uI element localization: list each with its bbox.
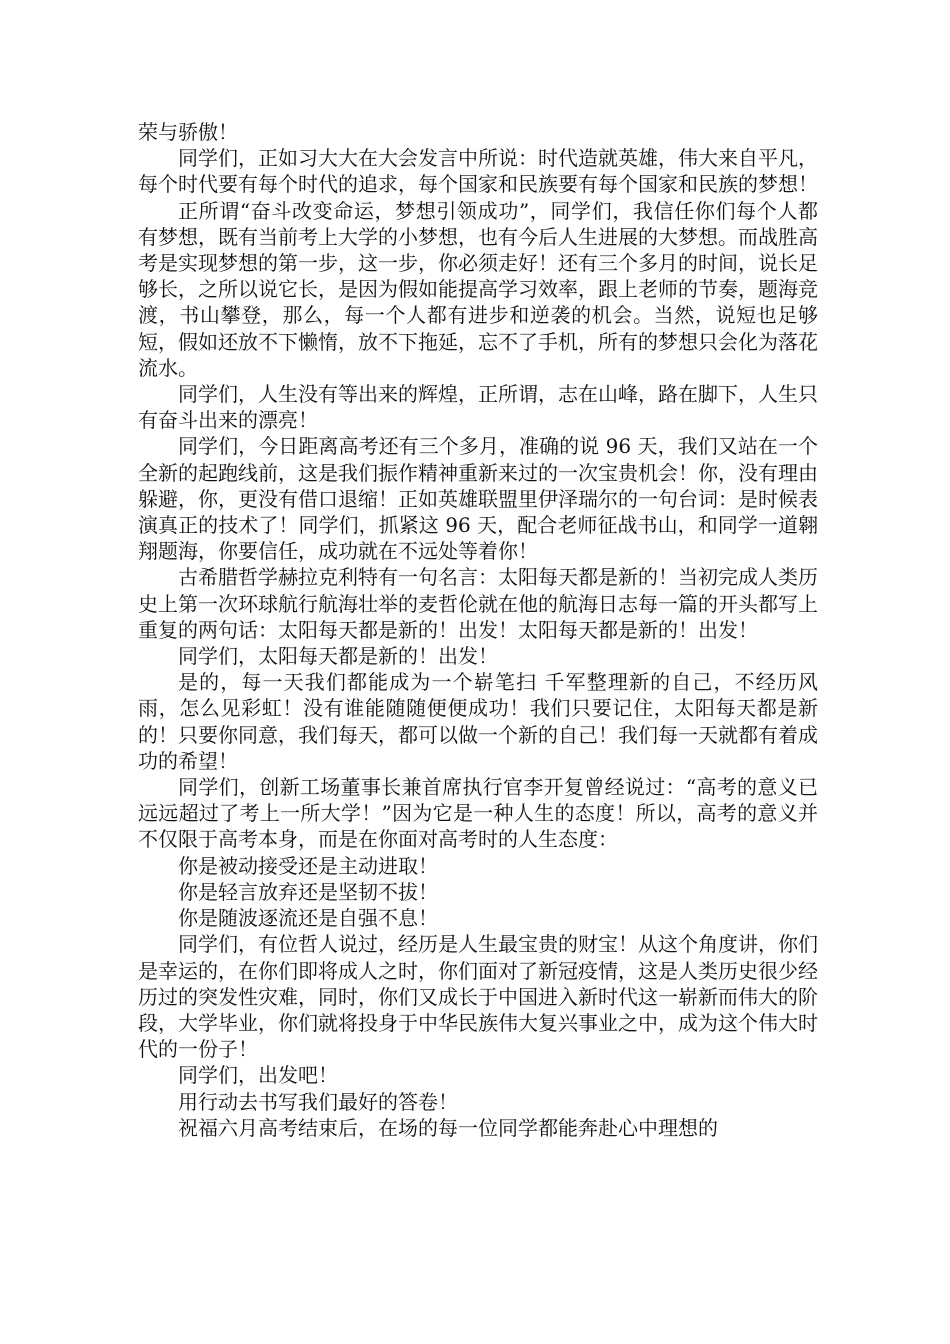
paragraph: 同学们，正如习大大在大会发言中所说：时代造就英雄，伟大来自平凡，每个时代要有每个时代的追求，每个国家和民族要有每个国家和民族的梦想！ xyxy=(138,146,818,197)
document-body xyxy=(138,119,818,1141)
paragraph: 祝福六月高考结束后，在场的每一位同学都能奔赴心中理想的 xyxy=(178,1115,718,1140)
paragraph: 同学们，有位哲人说过，经历是人生最宝贵的财宝！从这个角度讲，你们是幸运的，在你们即将成人之时，你们面对了新冠疫情，这是人类历史很少经历过的突发性灾难，同时，你们又成长于中国进入新时代这一崭新而伟大的阶段，大学毕业，你们就将投身于中华民族伟大复兴事业之中，成为这个伟大时代的一份子！ xyxy=(138,932,818,1062)
paragraph: 正所谓“奋斗改变命运，梦想引领成功”，同学们，我信任你们每个人都有梦想，既有当前考上大学的小梦想，也有今后人生进展的大梦想。而战胜高考是实现梦想的第一步，这一步，你必须走好！还有三个多月的时间，说长足够长，之所以说它长，是因为假如能提高学习效率，跟上老师的节奏，题海竞渡，书山攀登，那么，每一个人都有进步和逆袭的机会。当然，说短也足够短，假如还放不下懒惰，放不下拖延，忘不了手机，所有的梦想只会化为落花流水。 xyxy=(138,198,818,380)
paragraph: 是的，每一天我们都能成为一个崭笔扫 千军整理新的自己，不经历风雨，怎么见彩虹！没有谁能随随便便成功！我们只要记住，太阳每天都是新的！只要你同意，我们每天，都可以做一个新的自己！我们每一天就都有着成功的希望！ xyxy=(138,670,818,773)
paragraph: 古希腊哲学赫拉克利特有一句名言：太阳每天都是新的！当初完成人类历史上第一次环球航行航海壮举的麦哲伦就在他的航海日志每一篇的开头都写上重复的两句话：太阳每天都是新的！出发！太阳每天都是新的！出发！ xyxy=(138,565,818,642)
paragraph: 同学们，创新工场董事长兼首席执行官李开复曾经说过：“高考的意义已远远超过了考上一所大学！”因为它是一种人生的态度！所以，高考的意义并不仅限于高考本身，而是在你面对高考时的人生态度： xyxy=(138,775,818,852)
paragraph: 同学们，今日距离高考还有三个多月，准确的说 96 天，我们又站在一个全新的起跑线前，这是我们振作精神重新来过的一次宝贵机会！你，没有理由躲避，你，更没有借口退缩！正如英雄联盟里伊泽瑞尔的一句台词：是时候表演真正的技术了！同学们，抓紧这 96 天，配合老师征战书山，和同学一道翱翔题海，你要信任，成功就在不远处等着你！ xyxy=(138,434,818,564)
paragraph-continuation: 荣与骄傲！ xyxy=(138,120,238,144)
paragraph: 你是随波逐流还是自强不息！ xyxy=(178,906,438,931)
paragraph: 同学们，出发吧！ xyxy=(178,1063,338,1088)
paragraph: 同学们，太阳每天都是新的！出发！ xyxy=(178,644,498,669)
paragraph: 你是被动接受还是主动进取！ xyxy=(178,853,438,878)
paragraph: 用行动去书写我们最好的答卷！ xyxy=(178,1089,458,1114)
paragraph: 你是轻言放弃还是坚韧不拔！ xyxy=(178,879,438,904)
paragraph: 同学们，人生没有等出来的辉煌，正所谓，志在山峰，路在脚下，人生只有奋斗出来的漂亮！ xyxy=(138,382,818,433)
